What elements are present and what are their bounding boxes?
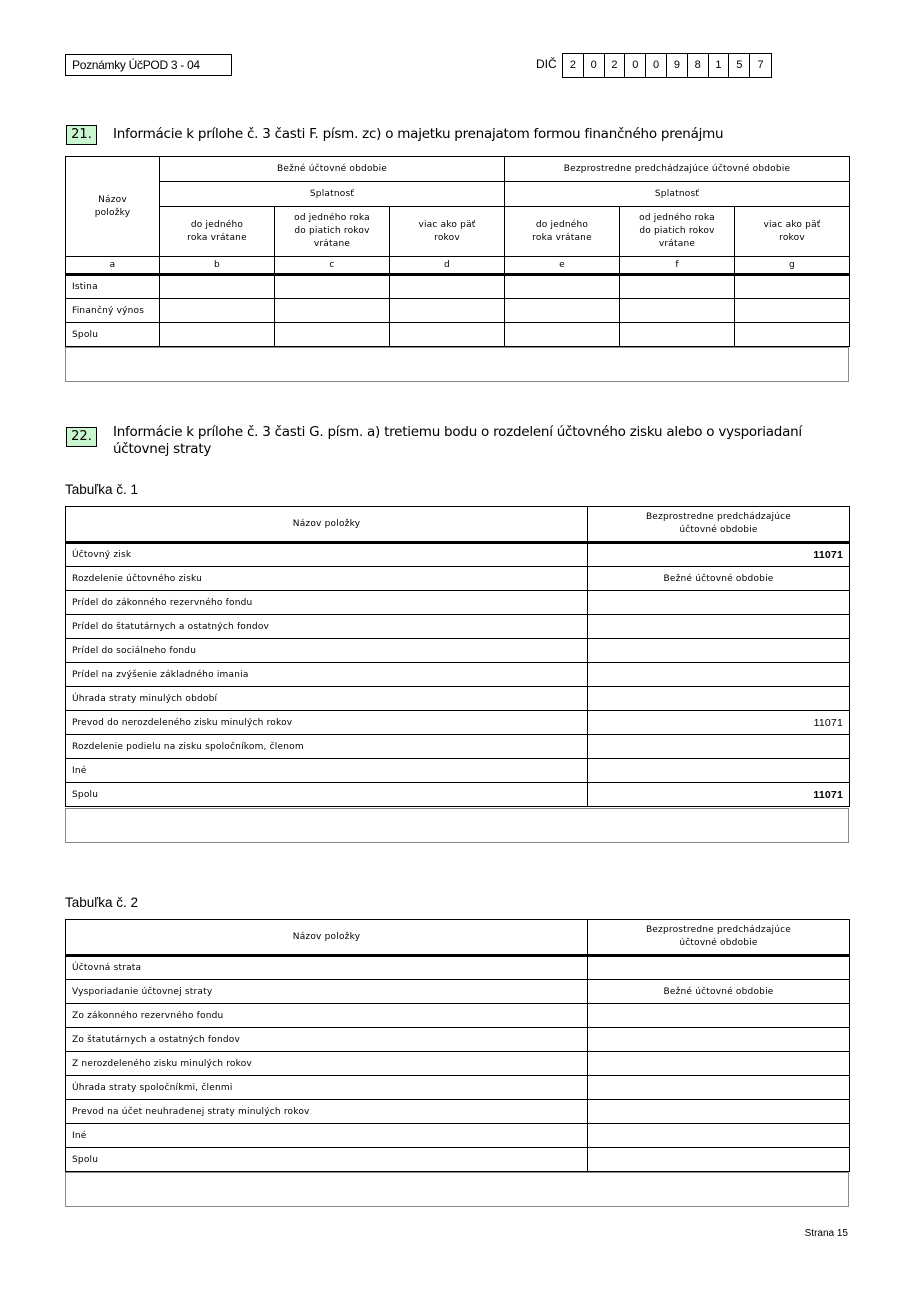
value-cell[interactable] [735, 275, 850, 299]
table-row [66, 1052, 850, 1076]
col-header-f: od jedného roka do piatich rokov vrátane [620, 207, 735, 257]
value-cell[interactable] [588, 735, 850, 759]
value-cell[interactable] [588, 1148, 850, 1172]
table-row [66, 615, 850, 639]
section-22-number-badge: 22. [66, 427, 97, 447]
value-cell[interactable] [735, 299, 850, 323]
table-1-caption: Tabuľka č. 1 [65, 482, 138, 497]
col-header-b: do jedného roka vrátane [160, 207, 275, 257]
value-cell[interactable] [588, 1124, 850, 1148]
row-label: Spolu [66, 1148, 588, 1172]
col-letter-f: f [620, 257, 735, 275]
row-label: Prídel do sociálneho fondu [66, 639, 588, 663]
col-letter-d: d [390, 257, 505, 275]
table-row [66, 543, 850, 567]
col-header-previous-period: Bezprostredne predchádzajúce účtovné obdobie [588, 920, 850, 956]
dic-digit: 0 [625, 54, 646, 77]
row-label: Účtovný zisk [66, 543, 588, 567]
value-cell[interactable]: 11071 [588, 543, 850, 567]
section-21-note-box[interactable] [65, 347, 849, 382]
value-cell[interactable] [505, 323, 620, 347]
value-cell[interactable] [588, 1052, 850, 1076]
table-1-note-box[interactable] [65, 808, 849, 843]
table-row [66, 1004, 850, 1028]
table-row [66, 591, 850, 615]
section-22-title-line2: účtovnej straty [113, 441, 212, 457]
dic-digit: 9 [667, 54, 688, 77]
row-label: Finančný výnos [66, 299, 160, 323]
row-label: Iné [66, 759, 588, 783]
value-cell[interactable] [160, 275, 275, 299]
dic-number-field [562, 53, 772, 78]
row-label: Spolu [66, 783, 588, 807]
value-cell[interactable] [505, 275, 620, 299]
dic-digit: 1 [709, 54, 730, 77]
col-letter-b: b [160, 257, 275, 275]
dic-digit: 5 [729, 54, 750, 77]
value-cell[interactable] [275, 323, 390, 347]
dic-digit: 2 [605, 54, 626, 77]
table-row [66, 1148, 850, 1172]
row-label: Účtovná strata [66, 956, 588, 980]
col-header-d: viac ako päť rokov [390, 207, 505, 257]
row-label: Úhrada straty minulých období [66, 687, 588, 711]
col-header-item-name: Názov položky [66, 157, 160, 257]
value-cell[interactable] [588, 639, 850, 663]
col-letter-e: e [505, 257, 620, 275]
value-cell[interactable] [505, 299, 620, 323]
value-cell[interactable] [275, 299, 390, 323]
value-cell[interactable] [160, 323, 275, 347]
col-letter-c: c [275, 257, 390, 275]
value-cell[interactable]: 11071 [588, 711, 850, 735]
value-cell[interactable] [588, 759, 850, 783]
row-label: Vysporiadanie účtovnej straty [66, 980, 588, 1004]
col-header-g: viac ako päť rokov [735, 207, 850, 257]
col-letter-g: g [735, 257, 850, 275]
col-header-e: do jedného roka vrátane [505, 207, 620, 257]
row-label: Rozdelenie podielu na zisku spoločníkom, členom [66, 735, 588, 759]
section-21-title: Informácie k prílohe č. 3 časti F. písm. zc) o majetku prenajatom formou finančného prenájmu [113, 126, 724, 142]
row-label: Zo zákonného rezervného fondu [66, 1004, 588, 1028]
table-row [66, 980, 850, 1004]
row-label: Rozdelenie účtovného zisku [66, 567, 588, 591]
section-21-lease-table [65, 156, 850, 347]
table-row [66, 783, 850, 807]
dic-label: DIČ [536, 57, 557, 71]
row-label: Prídel na zvýšenie základného imania [66, 663, 588, 687]
table-row [66, 1100, 850, 1124]
col-group-current-period: Bežné účtovné obdobie [160, 157, 505, 182]
table-row [66, 735, 850, 759]
row-label: Prevod na účet neuhradenej straty minulých rokov [66, 1100, 588, 1124]
loss-settlement-table [65, 919, 850, 1172]
value-cell[interactable] [588, 1100, 850, 1124]
document-form-label: Poznámky ÚčPOD 3 - 04 [65, 54, 232, 76]
row-label: Prevod do nerozdeleného zisku minulých rokov [66, 711, 588, 735]
row-label: Istina [66, 275, 160, 299]
value-cell[interactable]: 11071 [588, 783, 850, 807]
dic-digit: 7 [757, 59, 764, 71]
table-row [66, 1076, 850, 1100]
col-group-previous-period: Bezprostredne predchádzajúce účtovné obdobie [505, 157, 850, 182]
value-cell[interactable] [588, 663, 850, 687]
table-row [66, 639, 850, 663]
table-row [66, 275, 850, 299]
value-cell[interactable] [390, 299, 505, 323]
value-cell[interactable] [620, 299, 735, 323]
value-cell[interactable] [390, 323, 505, 347]
table-2-caption: Tabuľka č. 2 [65, 895, 138, 910]
section-21-number-badge: 21. [66, 125, 97, 145]
table-row [66, 323, 850, 347]
col-header-previous-period: Bezprostredne predchádzajúce účtovné obdobie [588, 507, 850, 543]
sub-header-current-period: Bežné účtovné obdobie [588, 980, 850, 1004]
row-label: Spolu [66, 323, 160, 347]
value-cell[interactable] [735, 323, 850, 347]
table-row [66, 1124, 850, 1148]
value-cell[interactable] [588, 591, 850, 615]
row-label: Z nerozdeleného zisku minulých rokov [66, 1052, 588, 1076]
value-cell[interactable] [588, 615, 850, 639]
sub-header-current-period: Bežné účtovné obdobie [588, 567, 850, 591]
value-cell[interactable] [588, 687, 850, 711]
table-row [66, 687, 850, 711]
value-cell[interactable] [588, 1028, 850, 1052]
page-number: Strana 15 [804, 1228, 848, 1239]
col-letter-a: a [66, 257, 160, 275]
value-cell[interactable] [588, 1004, 850, 1028]
section-22-title-line1: Informácie k prílohe č. 3 časti G. písm. a) tretiemu bodu o rozdelení účtovného zisku alebo o vysporiadaní [113, 424, 802, 440]
dic-digit: 8 [688, 54, 709, 77]
dic-digit: 2 [563, 54, 584, 77]
table-row [66, 711, 850, 735]
row-label: Prídel do štatutárnych a ostatných fondov [66, 615, 588, 639]
maturity-header-previous: Splatnosť [505, 182, 850, 207]
value-cell[interactable] [160, 299, 275, 323]
row-label: Iné [66, 1124, 588, 1148]
value-cell[interactable] [390, 275, 505, 299]
table-row [66, 663, 850, 687]
dic-digit: 0 [646, 54, 667, 77]
table-row [66, 759, 850, 783]
row-label: Úhrada straty spoločníkmi, členmi [66, 1076, 588, 1100]
maturity-header-current: Splatnosť [160, 182, 505, 207]
col-header-item-name: Názov položky [66, 507, 588, 543]
value-cell[interactable] [620, 275, 735, 299]
table-2-note-box[interactable] [65, 1172, 849, 1207]
col-header-c: od jedného roka do piatich rokov vrátane [275, 207, 390, 257]
row-label: Prídel do zákonného rezervného fondu [66, 591, 588, 615]
value-cell[interactable] [588, 1076, 850, 1100]
dic-digit: 0 [584, 54, 605, 77]
value-cell[interactable] [620, 323, 735, 347]
col-header-item-name: Názov položky [66, 920, 588, 956]
value-cell[interactable] [588, 956, 850, 980]
table-row [66, 567, 850, 591]
table-row [66, 1028, 850, 1052]
profit-distribution-table [65, 506, 850, 807]
row-label: Zo štatutárnych a ostatných fondov [66, 1028, 588, 1052]
table-row [66, 956, 850, 980]
value-cell[interactable] [275, 275, 390, 299]
table-row [66, 299, 850, 323]
